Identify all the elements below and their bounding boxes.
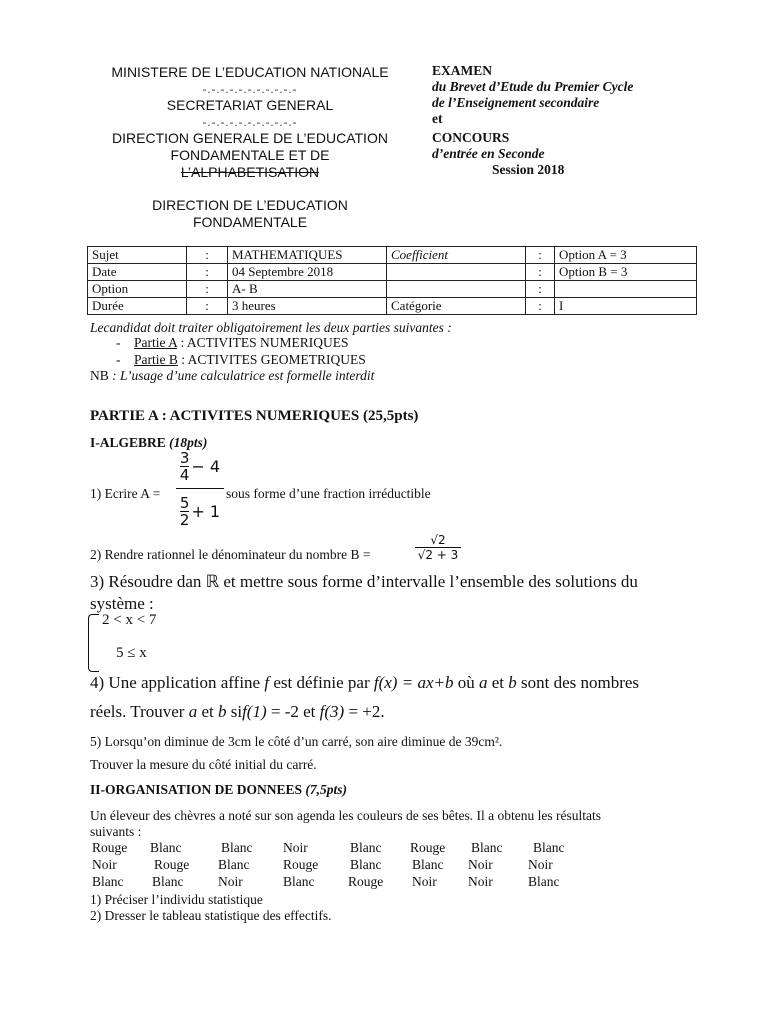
table-cell: : [526,281,555,298]
q1-numerator: $\frac{3}{4}$ − 4 [179,448,221,484]
color-cell: Blanc [92,874,124,889]
direction-line2: FONDAMENTALE [192,214,308,230]
exam-et: et [432,111,443,126]
table-cell: A- B [228,281,387,298]
color-cell: Blanc [528,874,560,889]
separator: -.-.-.-.-.-.-.-.-.-.- [202,82,298,96]
color-cell: Rouge [283,857,319,872]
color-cell: Blanc [152,874,184,889]
exam-info-table [87,246,697,315]
system-brace [88,614,99,672]
color-cell: Blanc [218,857,250,872]
table-cell: Date [88,264,187,281]
table-cell: Durée [88,298,187,315]
table-row [88,298,697,315]
exam-label: EXAMEN [432,63,492,78]
part-b-item [116,351,366,368]
q4-line2: réels. Trouver a et b sif(1) = -2 et f(3) = +2. [90,702,385,721]
instructions-intro: Lecandidat doit traiter obligatoirement les deux parties suivantes : [90,320,452,335]
color-cell: Rouge [154,857,190,872]
table-row [88,247,697,264]
concours-line: d’entrée en Seconde [432,146,545,161]
q5-line2: Trouver la mesure du côté initial du carré. [90,757,317,772]
q5-line1: 5) Lorsqu’on diminue de 3cm le côté d’un carré, son aire diminue de 39cm². [90,734,503,749]
q2-prefix: 2) Rendre rationnel le dénominateur du nombre B = [90,547,371,562]
part-label: Partie B [134,352,178,367]
color-cell: Rouge [92,840,128,855]
direction-general-line3: L’ALPHABETISATION [180,164,320,180]
table-cell: : [526,247,555,264]
table-cell: Sujet [88,247,187,264]
q1-denominator: $\frac{5}{2}$ + 1 [179,493,221,529]
secretariat-title: SECRETARIAT GENERAL [166,97,334,113]
org-title: II-ORGANISATION DE DONNEES [90,782,303,797]
table-cell [387,264,526,281]
q4-line1: 4) Une application affine f est définie par f(x) = ax+b où a et b sont des nombres [90,673,640,692]
q1-suffix: sous forme d’une fraction irréductible [226,486,431,501]
table-cell: : [187,298,228,315]
color-cell: Blanc [350,857,382,872]
table-cell: : [187,281,228,298]
concours-label: CONCOURS [432,130,510,145]
ministry-title: MINISTERE DE L’EDUCATION NATIONALE [111,64,389,80]
bullet: - [116,352,121,367]
direction-general-line1: DIRECTION GENERALE DE L’EDUCATION [112,130,388,146]
direction-general-line2: FONDAMENTALE ET DE [170,147,330,163]
session-label: Session 2018 [492,162,565,177]
color-cell: Noir [218,874,243,889]
table-cell: MATHEMATIQUES [228,247,387,264]
table-cell: : [526,264,555,281]
q2-fraction [415,533,461,562]
exam-line2: de l’Enseignement secondaire [432,95,600,110]
table-cell: : [187,247,228,264]
q3-line2: système : [90,594,154,613]
color-cell: Blanc [283,874,315,889]
table-cell [387,281,526,298]
color-cell: Blanc [533,840,565,855]
org-text2: suivants : [90,824,142,839]
color-cell: Noir [92,857,117,872]
color-cell: Blanc [350,840,382,855]
algebre-title: I-ALGEBRE [90,435,166,450]
q3-line1: 3) Résoudre dan ℝ et mettre sous forme d’intervalle l’ensemble des solutions du [90,572,638,591]
q1-prefix: 1) Ecrire A = [90,486,161,501]
org-points: (7,5pts) [305,782,348,797]
q2-denominator: √2 + 3 [417,548,459,562]
color-cell: Rouge [348,874,384,889]
partie-a-title: PARTIE A : ACTIVITES NUMERIQUES (25,5pts) [90,408,419,424]
org-q1: 1) Préciser l’individu statistique [90,892,263,907]
q2-numerator: √2 [430,533,446,547]
table-row [88,281,697,298]
table-cell: Catégorie [387,298,526,315]
org-heading [90,781,347,798]
color-cell: Rouge [410,840,446,855]
color-cell: Noir [468,857,493,872]
direction-line1: DIRECTION DE L’EDUCATION [152,197,348,213]
color-cell: Blanc [471,840,503,855]
table-cell: : [187,264,228,281]
q1-main-bar [176,488,224,489]
table-cell: : [526,298,555,315]
color-cell: Noir [528,857,553,872]
part-a-item [116,334,349,351]
org-text1: Un éleveur des chèvres a noté sur son agenda les couleurs de ses bêtes. Il a obtenu les résultats [90,808,601,823]
color-cell: Noir [412,874,437,889]
q3-eq1: 2 < x < 7 [102,612,157,628]
table-cell: 3 heures [228,298,387,315]
table-cell: I [555,298,697,315]
color-cell: Blanc [412,857,444,872]
table-cell [555,281,697,298]
separator: -.-.-.-.-.-.-.-.-.-.- [202,115,298,129]
bullet: - [116,335,121,350]
part-label: Partie A [134,335,178,350]
table-cell: Option A = 3 [555,247,697,264]
algebre-points: (18pts) [169,435,208,450]
org-q2: 2) Dresser le tableau statistique des effectifs. [90,908,332,923]
part-text: : ACTIVITES GEOMETRIQUES [181,352,366,367]
color-cell: Blanc [221,840,253,855]
nb-label: NB [90,368,109,383]
part-text: : ACTIVITES NUMERIQUES [180,335,349,350]
color-cell: Noir [468,874,493,889]
color-cell: Blanc [150,840,182,855]
table-row [88,264,697,281]
q1-fraction [176,446,224,531]
table-cell: 04 Septembre 2018 [228,264,387,281]
nb-note [90,367,374,384]
q3-eq2: 5 ≤ x [116,645,147,661]
table-cell: Option [88,281,187,298]
nb-text: : L’usage d’une calculatrice est formelle interdit [112,368,375,383]
table-cell: Option B = 3 [555,264,697,281]
table-cell: Coefficient [387,247,526,264]
exam-line1: du Brevet d’Etude du Premier Cycle [432,79,634,94]
color-cell: Noir [283,840,308,855]
